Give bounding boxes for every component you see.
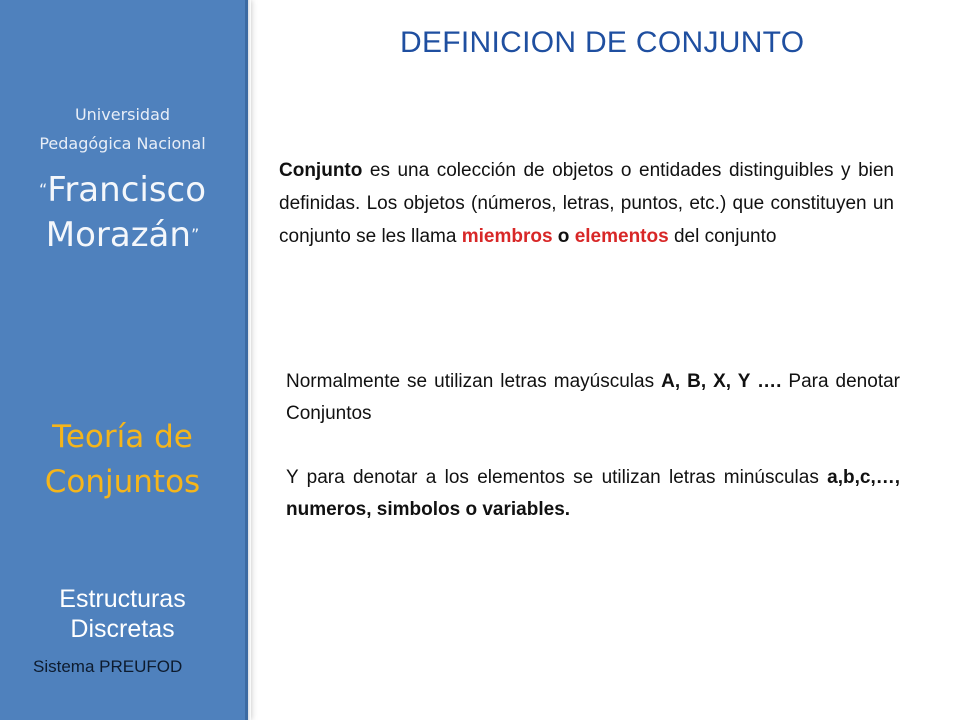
sidebar-panel <box>0 0 248 720</box>
open-quote: “ <box>38 180 48 199</box>
francisco-text: Francisco <box>47 170 207 210</box>
sidebar-divider <box>248 0 251 720</box>
notation-sets-end: Para denotar Conjuntos <box>286 371 900 424</box>
notation-sets-paragraph <box>286 366 900 430</box>
notation-elements-paragraph <box>286 462 900 526</box>
university-name-morazan <box>0 215 245 255</box>
subject-title-line2: Conjuntos <box>44 464 201 500</box>
close-quote: ” <box>190 225 200 244</box>
notation-elements-bold: a,b,c,…, numeros, simbolos o variables. <box>286 467 900 520</box>
notation-sets-text: Normalmente se utilizan letras mayúsculas <box>286 371 662 392</box>
term-elementos: elementos <box>574 226 669 247</box>
connector-o: o <box>552 226 575 247</box>
definition-paragraph <box>279 154 894 253</box>
university-name-francisco <box>0 170 245 210</box>
university-label: Universidad <box>74 105 171 124</box>
definition-end: del conjunto <box>668 226 777 247</box>
morazan-text: Morazán <box>45 215 191 255</box>
notation-elements-text: Y para denotar a los elementos se utilizan letras minúsculas <box>286 467 828 488</box>
definition-text: es una colección de objetos o entidades distinguibles y bien definidas. Los objetos (números, letras, puntos, etc.) que constituyen un conjunto se les llama <box>279 160 894 247</box>
course-title-line2: Discretas <box>70 615 175 643</box>
course-title-line1: Estructuras <box>59 585 186 613</box>
subject-title-line1: Teoría de <box>52 419 193 455</box>
university-name: Pedagógica Nacional <box>39 134 206 153</box>
system-label: Sistema PREUFOD <box>33 657 183 676</box>
term-miembros: miembros <box>461 226 553 247</box>
term-conjunto: Conjunto <box>279 160 363 181</box>
notation-sets-letters: A, B, X, Y …. <box>661 371 782 392</box>
page-title: DEFINICION DE CONJUNTO <box>400 26 805 59</box>
